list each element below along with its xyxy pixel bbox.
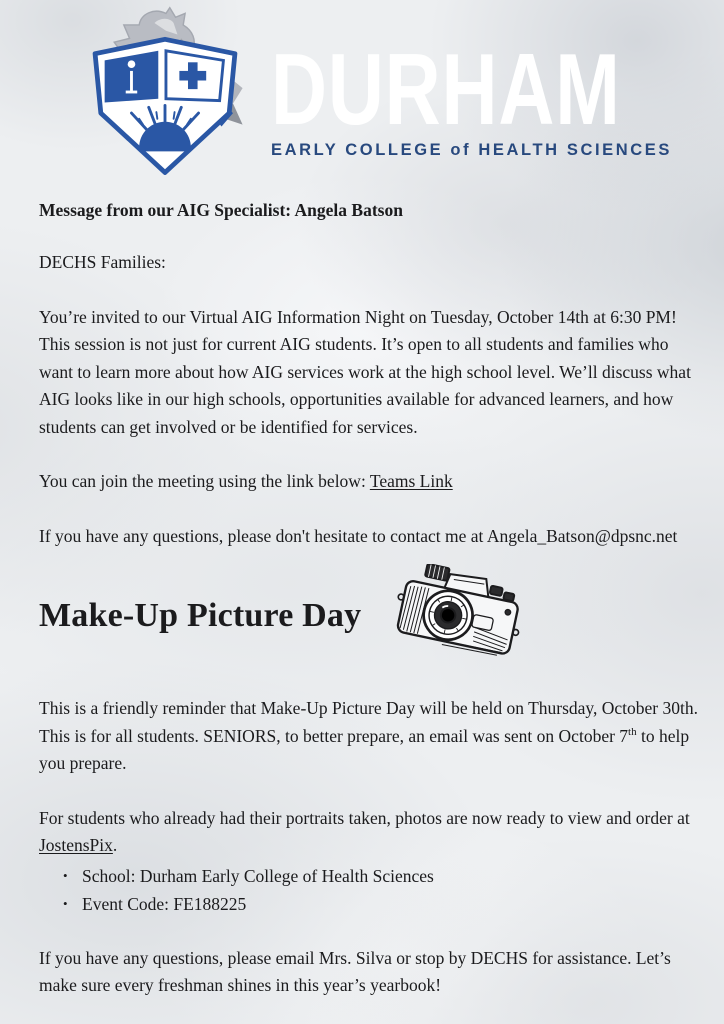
school-crest-logo <box>74 4 256 180</box>
salutation: DECHS Families: <box>39 252 166 272</box>
camera-icon <box>389 564 527 668</box>
teams-link[interactable]: Teams Link <box>369 471 453 491</box>
school-subtitle: EARLY COLLEGE of HEALTH SCIENCES <box>271 141 673 159</box>
reminder-superscript: th <box>628 725 637 738</box>
list-item-school: • School: Durham Early College of Health Sciences <box>53 862 700 890</box>
wordmark-block <box>271 32 711 160</box>
school-header <box>0 0 724 183</box>
jostenspix-link[interactable]: JostensPix <box>39 835 113 855</box>
reminder-text: This is a friendly reminder that Make-Up Picture Day will be held on Thursday, October 30th. This is for all students. SENIORS, to better prepare, an email was sent on October 7 <box>39 698 699 746</box>
picture-day-heading-row <box>39 564 700 668</box>
list-item-event-code: • Event Code: FE188225 <box>53 890 700 918</box>
aig-contact-line: If you have any questions, please don't hesitate to contact me at Angela_Batson@dpsnc.net <box>39 525 678 546</box>
aig-invite-paragraph: You’re invited to our Virtual AIG Information Night on Tuesday, October 14th at 6:30 PM! This session is not just for current AIG students. It’s open to all students and families who want to learn more about how AIG services work at the high school level. We’ll discuss what AIG looks like in our high schools, opportunities available for advanced learners, and how students can get involved or be identified for services. <box>39 306 691 437</box>
order-prefix: For students who already had their portraits taken, photos are now ready to view and order at <box>39 807 690 828</box>
school-wordmark: DURHAM <box>271 32 621 146</box>
picture-day-details-list <box>39 862 700 918</box>
reminder-text-end: to help you prepare. <box>39 725 690 773</box>
order-photos-line <box>39 805 699 860</box>
newsletter-body <box>0 198 724 1000</box>
join-meeting-prefix: You can join the meeting using the link below: <box>39 471 370 491</box>
join-meeting-line <box>39 468 699 496</box>
picture-day-reminder <box>39 695 699 778</box>
picture-day-closing: If you have any questions, please email Mrs. Silva or stop by DECHS for assistance. Let’s make sure every freshman shines in this year’s yearbook! <box>39 947 671 995</box>
picture-day-heading: Make-Up Picture Day <box>39 597 362 634</box>
order-suffix: . <box>112 835 118 855</box>
shield <box>95 39 235 172</box>
aig-message-heading: Message from our AIG Specialist: Angela Batson <box>39 200 403 220</box>
